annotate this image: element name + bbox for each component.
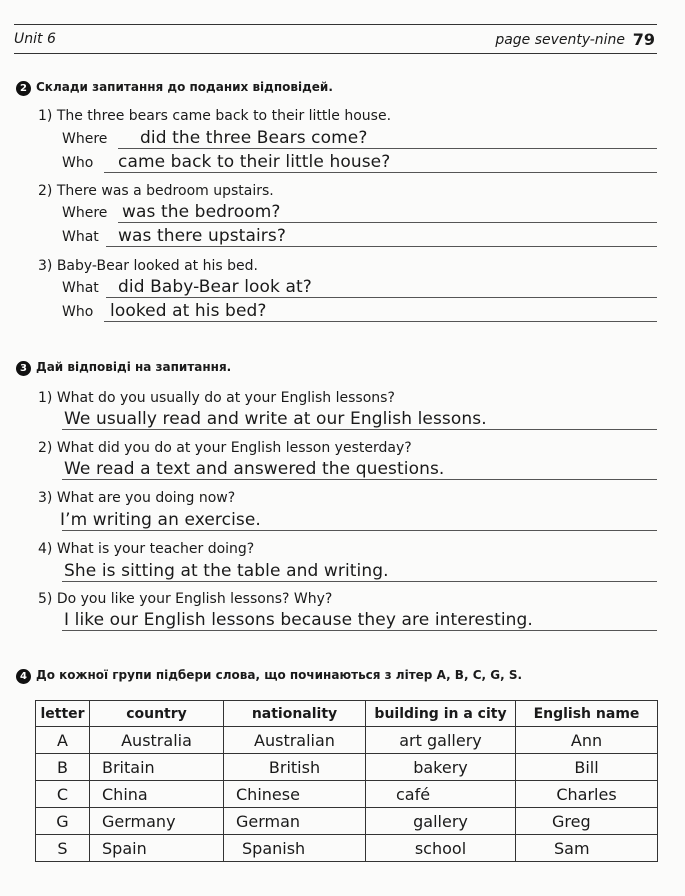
table-row bbox=[36, 727, 658, 754]
column-header: nationality bbox=[224, 701, 366, 727]
answer-line bbox=[104, 321, 657, 322]
task2-question-1b bbox=[62, 151, 657, 173]
question-word: Who bbox=[62, 155, 94, 171]
task3-instruction: Дай відповіді на запитання. bbox=[36, 360, 232, 374]
words-table bbox=[35, 700, 658, 862]
handwritten-answer[interactable]: We usually read and write at our English lessons. bbox=[64, 409, 487, 429]
country-cell[interactable]: China bbox=[90, 781, 224, 808]
handwritten-answer[interactable]: was the bedroom? bbox=[122, 202, 281, 222]
nationality-cell[interactable]: Spanish bbox=[224, 835, 366, 862]
country-cell[interactable]: Germany bbox=[90, 808, 224, 835]
letter-cell: C bbox=[36, 781, 90, 808]
task4-number: 4 bbox=[16, 669, 31, 684]
letter-cell: S bbox=[36, 835, 90, 862]
task3-answer-3 bbox=[62, 507, 657, 531]
task3-question-1: 1) What do you usually do at your English lessons? bbox=[38, 390, 395, 406]
task3-answer-5 bbox=[62, 607, 657, 631]
page-word: page seventy-nine bbox=[495, 32, 625, 48]
answer-line bbox=[62, 530, 657, 531]
question-word: Where bbox=[62, 131, 108, 147]
name-cell[interactable]: Greg bbox=[516, 808, 658, 835]
task3-answer-4 bbox=[62, 558, 657, 582]
answer-line bbox=[62, 630, 657, 631]
building-cell[interactable]: gallery bbox=[366, 808, 516, 835]
task2-question-1a bbox=[62, 127, 657, 149]
country-cell[interactable]: Spain bbox=[90, 835, 224, 862]
task2-question-3b bbox=[62, 300, 657, 322]
table-row bbox=[36, 808, 658, 835]
task2-statement-2: 2) There was a bedroom upstairs. bbox=[38, 183, 274, 199]
task2-number: 2 bbox=[16, 81, 31, 96]
task3-question-4: 4) What is your teacher doing? bbox=[38, 541, 255, 557]
column-header: country bbox=[90, 701, 224, 727]
handwritten-answer[interactable]: I like our English lessons because they are interesting. bbox=[64, 610, 533, 630]
page-header bbox=[14, 24, 657, 54]
question-word: Where bbox=[62, 205, 108, 221]
handwritten-answer[interactable]: We read a text and answered the questions. bbox=[64, 459, 445, 479]
answer-line bbox=[62, 429, 657, 430]
table-header-row bbox=[36, 701, 658, 727]
nationality-cell[interactable]: Chinese bbox=[224, 781, 366, 808]
task3-question-3: 3) What are you doing now? bbox=[38, 490, 236, 506]
task2-instruction: Склади запитання до поданих відповідей. bbox=[36, 80, 333, 94]
table-row bbox=[36, 754, 658, 781]
handwritten-answer[interactable]: came back to their little house? bbox=[118, 152, 391, 172]
answer-line bbox=[118, 222, 657, 223]
answer-line bbox=[62, 581, 657, 582]
task3-number: 3 bbox=[16, 361, 31, 376]
task4-instruction: До кожної групи підбери слова, що починаються з літер A, B, C, G, S. bbox=[36, 668, 523, 682]
name-cell[interactable]: Sam bbox=[516, 835, 658, 862]
table-row bbox=[36, 781, 658, 808]
unit-label: Unit 6 bbox=[14, 31, 56, 47]
task2-question-3a bbox=[62, 276, 657, 298]
column-header: building in a city bbox=[366, 701, 516, 727]
country-cell[interactable]: Australia bbox=[90, 727, 224, 754]
name-cell[interactable]: Charles bbox=[516, 781, 658, 808]
name-cell[interactable]: Ann bbox=[516, 727, 658, 754]
answer-line bbox=[106, 246, 657, 247]
column-header: English name bbox=[516, 701, 658, 727]
answer-line bbox=[104, 172, 657, 173]
handwritten-answer[interactable]: was there upstairs? bbox=[118, 226, 286, 246]
task3-answer-2 bbox=[62, 456, 657, 480]
building-cell[interactable]: bakery bbox=[366, 754, 516, 781]
task2-statement-3: 3) Baby-Bear looked at his bed. bbox=[38, 258, 258, 274]
page-number: 79 bbox=[632, 30, 655, 49]
task4-title bbox=[16, 668, 522, 684]
nationality-cell[interactable]: British bbox=[224, 754, 366, 781]
task2-question-2b bbox=[62, 225, 657, 247]
letter-cell: B bbox=[36, 754, 90, 781]
handwritten-answer[interactable]: She is sitting at the table and writing. bbox=[64, 561, 389, 581]
building-cell[interactable]: café bbox=[366, 781, 516, 808]
nationality-cell[interactable]: German bbox=[224, 808, 366, 835]
task3-answer-1 bbox=[62, 406, 657, 430]
question-word: What bbox=[62, 229, 99, 245]
task2-title bbox=[16, 80, 333, 96]
task3-question-2: 2) What did you do at your English lesson yesterday? bbox=[38, 440, 412, 456]
letter-cell: G bbox=[36, 808, 90, 835]
task3-title bbox=[16, 360, 231, 376]
building-cell[interactable]: school bbox=[366, 835, 516, 862]
table-row bbox=[36, 835, 658, 862]
name-cell[interactable]: Bill bbox=[516, 754, 658, 781]
handwritten-answer[interactable]: did Baby-Bear look at? bbox=[118, 277, 312, 297]
nationality-cell[interactable]: Australian bbox=[224, 727, 366, 754]
answer-line bbox=[118, 148, 657, 149]
task2-question-2a bbox=[62, 201, 657, 223]
task3-question-5: 5) Do you like your English lessons? Why? bbox=[38, 591, 333, 607]
country-cell[interactable]: Britain bbox=[90, 754, 224, 781]
handwritten-answer[interactable]: did the three Bears come? bbox=[140, 128, 368, 148]
answer-line bbox=[62, 479, 657, 480]
handwritten-answer[interactable]: I’m writing an exercise. bbox=[60, 510, 261, 530]
handwritten-answer[interactable]: looked at his bed? bbox=[110, 301, 267, 321]
answer-line bbox=[106, 297, 657, 298]
task2-statement-1: 1) The three bears came back to their little house. bbox=[38, 108, 392, 124]
question-word: Who bbox=[62, 304, 94, 320]
building-cell[interactable]: art gallery bbox=[366, 727, 516, 754]
question-word: What bbox=[62, 280, 99, 296]
letter-cell: A bbox=[36, 727, 90, 754]
column-header: letter bbox=[36, 701, 90, 727]
